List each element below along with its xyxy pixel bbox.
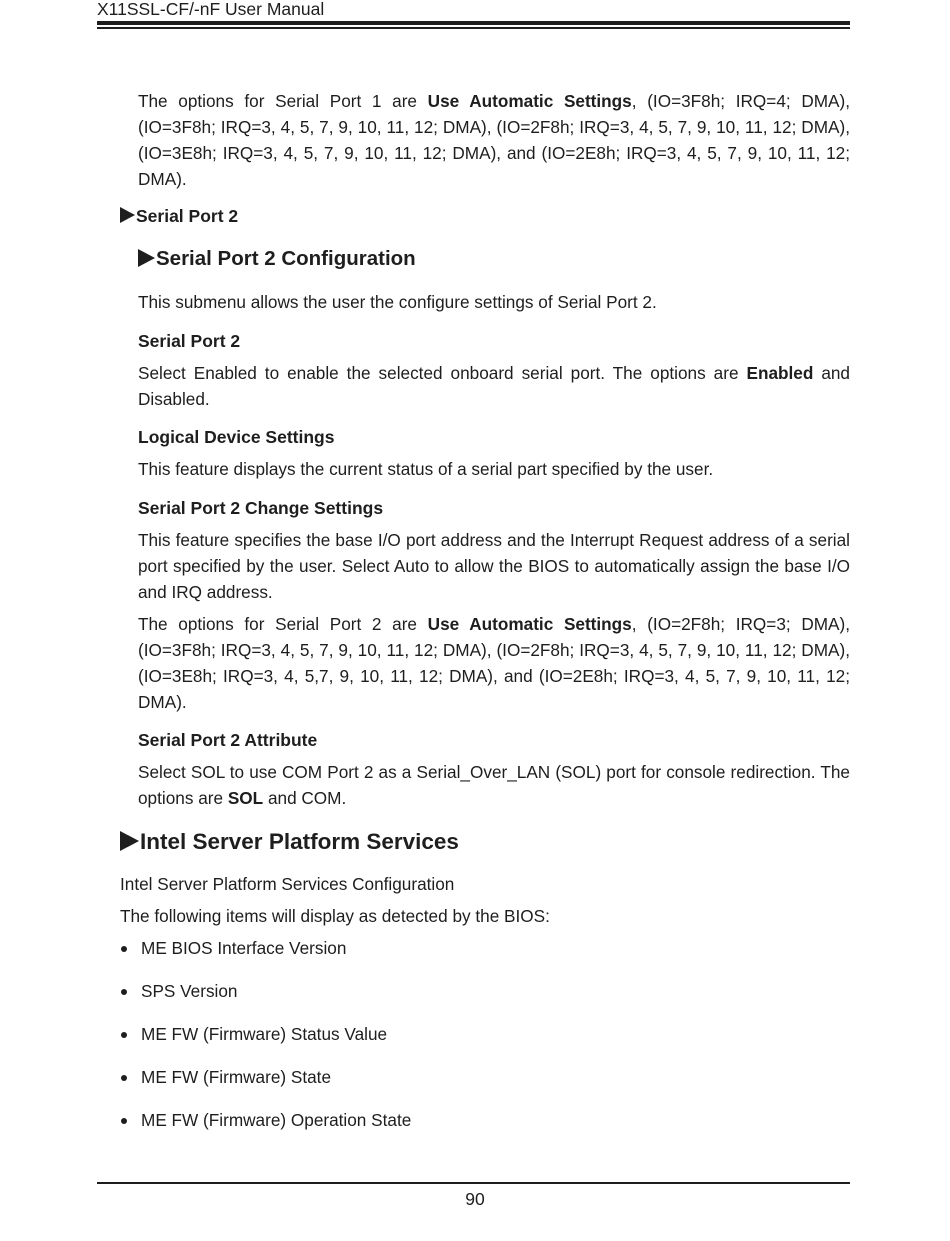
sp2-options-suffix: , (IO=2F8h; IRQ=3; DMA), (IO=3F8h; IRQ=3, 4, 5, 7, 9, 10, 11, 12; DMA), (IO=2F8h; IRQ=3, 4, 5, 7, 9, 10, 11, 12; DMA), (IO=3E8h; IRQ=3, 4, 5,7, 9, 10, 11, 12; DMA), and (IO=2E8h; IRQ=3, 4, 5, 7, 9, 10, 11, 12; DMA).	[138, 614, 851, 712]
sp2-subheading: Serial Port 2	[138, 331, 241, 351]
sp1-options-default: Use Automatic Settings	[427, 91, 632, 111]
sp2-config-heading	[138, 244, 850, 274]
manual-title: X11SSL-CF/-nF User Manual	[97, 0, 325, 19]
bullet-icon	[121, 1118, 127, 1124]
list-item	[120, 1064, 850, 1090]
change-settings-text: This feature specifies the base I/O port address and the Interrupt Request address of a serial port specified by the user. Select Auto to allow the BIOS to automatically assign the base I/O and IRQ address.	[138, 530, 850, 602]
attribute-default: SOL	[227, 788, 264, 808]
sp2-options-default: Use Automatic Settings	[427, 614, 632, 634]
sp2-enable-prefix: Select Enabled to enable the selected onboard serial port. The options are	[138, 363, 747, 383]
sp2-options-prefix: The options for Serial Port 2 are	[138, 614, 428, 634]
attribute-suffix: and COM.	[263, 788, 347, 808]
intel-sps-config-line: Intel Server Platform Services Configuration	[120, 874, 455, 894]
bullet-icon	[121, 989, 127, 995]
serial-port-2-heading-text: Serial Port 2	[136, 206, 239, 226]
list-item-text: ME FW (Firmware) State	[141, 1067, 332, 1087]
intel-sps-item-list	[120, 935, 850, 1133]
bullet-icon	[121, 946, 127, 952]
sp2-enable-suffix: and Disabled.	[138, 363, 850, 409]
intel-sps-heading	[120, 826, 850, 858]
list-item	[120, 1021, 850, 1047]
list-item-text: ME FW (Firmware) Status Value	[141, 1024, 388, 1044]
page-number: 90	[465, 1189, 485, 1209]
list-item	[120, 978, 850, 1004]
list-item	[120, 1107, 850, 1133]
change-settings-heading: Serial Port 2 Change Settings	[138, 498, 384, 518]
intel-sps-heading-text: Intel Server Platform Services	[140, 829, 459, 854]
sp2-config-intro: This submenu allows the user the configure settings of Serial Port 2.	[138, 292, 657, 312]
triangle-right-icon	[120, 831, 139, 851]
page-content	[97, 88, 850, 1150]
list-item-text: SPS Version	[141, 981, 238, 1001]
triangle-right-icon	[138, 249, 155, 267]
logical-device-text: This feature displays the current status of a serial part specified by the user.	[138, 459, 714, 479]
header-rule-thick	[97, 21, 850, 25]
list-item	[120, 935, 850, 961]
list-item-text: ME BIOS Interface Version	[141, 938, 347, 958]
sp2-config-heading-text: Serial Port 2 Configuration	[156, 247, 416, 270]
logical-device-heading: Logical Device Settings	[138, 427, 335, 447]
attribute-paragraph	[138, 759, 850, 811]
intel-sps-detected-line: The following items will display as detected by the BIOS:	[120, 906, 550, 926]
header-rule-thin	[97, 27, 850, 29]
triangle-right-icon	[120, 207, 135, 223]
list-item-text: ME FW (Firmware) Operation State	[141, 1110, 412, 1130]
bullet-icon	[121, 1032, 127, 1038]
sp2-enable-default: Enabled	[746, 363, 814, 383]
attribute-prefix: Select SOL to use COM Port 2 as a Serial_Over_LAN (SOL) port for console redirection. The options are	[138, 762, 850, 808]
serial-port-2-heading	[120, 203, 850, 229]
sp1-options-prefix: The options for Serial Port 1 are	[138, 91, 428, 111]
footer-rule	[97, 1182, 850, 1184]
sp2-options-paragraph	[138, 611, 850, 715]
sp1-options-suffix: , (IO=3F8h; IRQ=4; DMA), (IO=3F8h; IRQ=3, 4, 5, 7, 9, 10, 11, 12; DMA), (IO=2F8h; IRQ=3, 4, 5, 7, 9, 10, 11, 12; DMA), (IO=3E8h; IRQ=3, 4, 5, 7, 9, 10, 11, 12; DMA), and (IO=2E8h; IRQ=3, 4, 5, 7, 9, 10, 11, 12; DMA).	[138, 91, 851, 189]
sp1-options-paragraph	[138, 88, 850, 192]
bullet-icon	[121, 1075, 127, 1081]
sp2-enable-paragraph	[138, 360, 850, 412]
attribute-heading: Serial Port 2 Attribute	[138, 730, 318, 750]
